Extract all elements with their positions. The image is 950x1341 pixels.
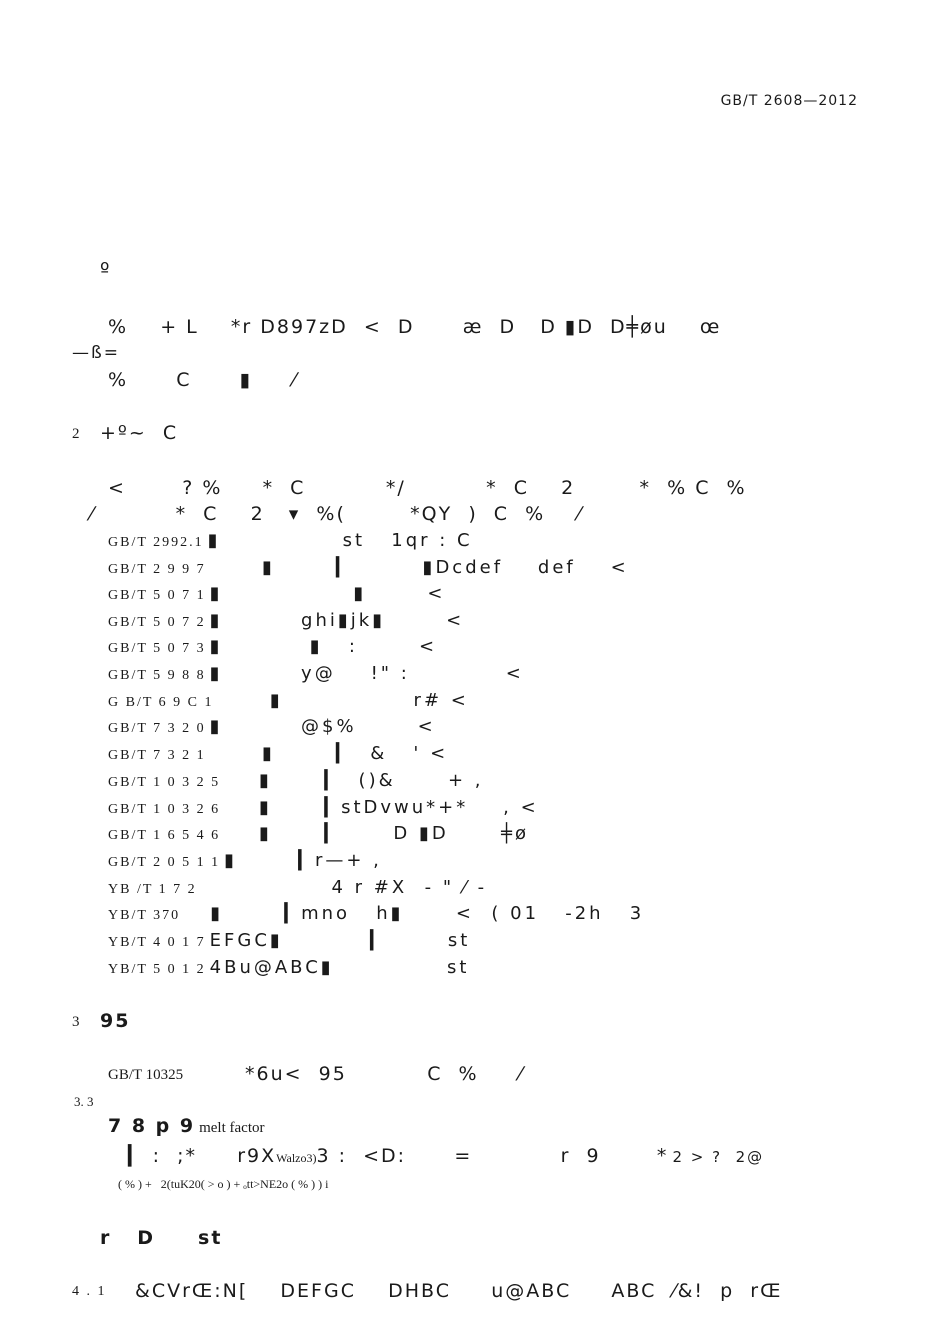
clause-4-1-number: 4 . 1 (72, 1284, 107, 1299)
section-3-paragraph: *6u< 95 C % ⁄ (245, 1063, 524, 1085)
reference-item: YB/T 370 ▮ ▎mno h▮ < ( 01 -2h 3 (108, 903, 645, 924)
reference-item: YB/T 5 0 1 2 4Bu@ABC▮ st (108, 957, 470, 978)
reference-item: GB/T 1 6 5 4 6 ▮ ▎ D ▮D ╪ø (108, 823, 529, 844)
section-1-heading-glyph: º (100, 258, 110, 282)
term-zh: 7 8 p 9 (108, 1115, 196, 1137)
term-definition-formula: ( % ) + 2(tuK20( > o ) + ₒtt>NE2o ( % ) ) i (118, 1177, 329, 1191)
section-4-heading: r D st (100, 1227, 223, 1249)
reference-item: GB/T 7 3 2 0 ▮ @$% < (108, 716, 436, 737)
section-1-paragraph-line-3: % C ▮ ⁄ (108, 369, 298, 391)
section-3-heading: 95 (100, 1010, 131, 1032)
reference-item: GB/T 2 0 5 1 1 ▮ ▎r—+ , (108, 850, 382, 871)
section-2-heading: +º~ C (100, 422, 179, 444)
section-3-number: 3 (72, 1014, 80, 1030)
section-2-number: 2 (72, 426, 80, 442)
reference-item: GB/T 5 9 8 8 ▮ y@ !" : < (108, 663, 524, 684)
section-1-paragraph-line-1: % + L *r D897zD < D æ D D ▮D D╪øu œ (108, 316, 722, 338)
section-1-paragraph-line-2: —ß= (72, 343, 120, 363)
reference-item: GB/T 2 9 9 7 ▮ ▎ ▮Dcdef def < (108, 557, 629, 578)
clause-4-1-text: &CVrŒ:N[ DEFGC DHBC u@ABC ABC ⁄&! p rŒ (135, 1280, 783, 1302)
clause-3-3-number: 3. 3 (74, 1094, 94, 1109)
reference-item: GB/T 1 0 3 2 6 ▮ ▎stDvwu*+* , < (108, 797, 539, 818)
section-3-reference-code: GB/T 10325 (108, 1067, 184, 1083)
section-2-paragraph-line-2: ⁄ * C 2 ▾ %( *QY ) C % ⁄ (90, 503, 583, 525)
section-2-paragraph-line-1: < ? % * C */ * C 2 * % C % (108, 477, 747, 499)
term-en: melt factor (199, 1120, 265, 1136)
document-number: GB/T 2608—2012 (720, 93, 858, 109)
reference-item: GB/T 5 0 7 3 ▮ ▮ : < (108, 636, 438, 657)
reference-item: GB/T 5 0 7 2 ▮ ghi▮jk▮ < (108, 610, 465, 631)
term-entry (108, 1115, 265, 1137)
reference-item: GB/T 7 3 2 1 ▮ ▎ & ' < (108, 743, 449, 764)
reference-item: GB/T 2992.1 ▮ st 1qr : C (108, 530, 473, 551)
term-definition-line-1: ▎ : ;* r9XWalzo3)3 : <D: = r 9 * 2 > ? 2@ (128, 1145, 765, 1167)
reference-item: GB/T 1 0 3 2 5 ▮ ▎ ()& + , (108, 770, 484, 791)
reference-item: YB /T 1 7 2 4 r #X - " ⁄ - (108, 877, 488, 898)
reference-item: GB/T 5 0 7 1 ▮ ▮ < (108, 583, 446, 604)
reference-item: YB/T 4 0 1 7 EFGC▮ ▎ st (108, 930, 471, 951)
reference-item: G B/T 6 9 C 1 ▮ r# < (108, 690, 469, 711)
